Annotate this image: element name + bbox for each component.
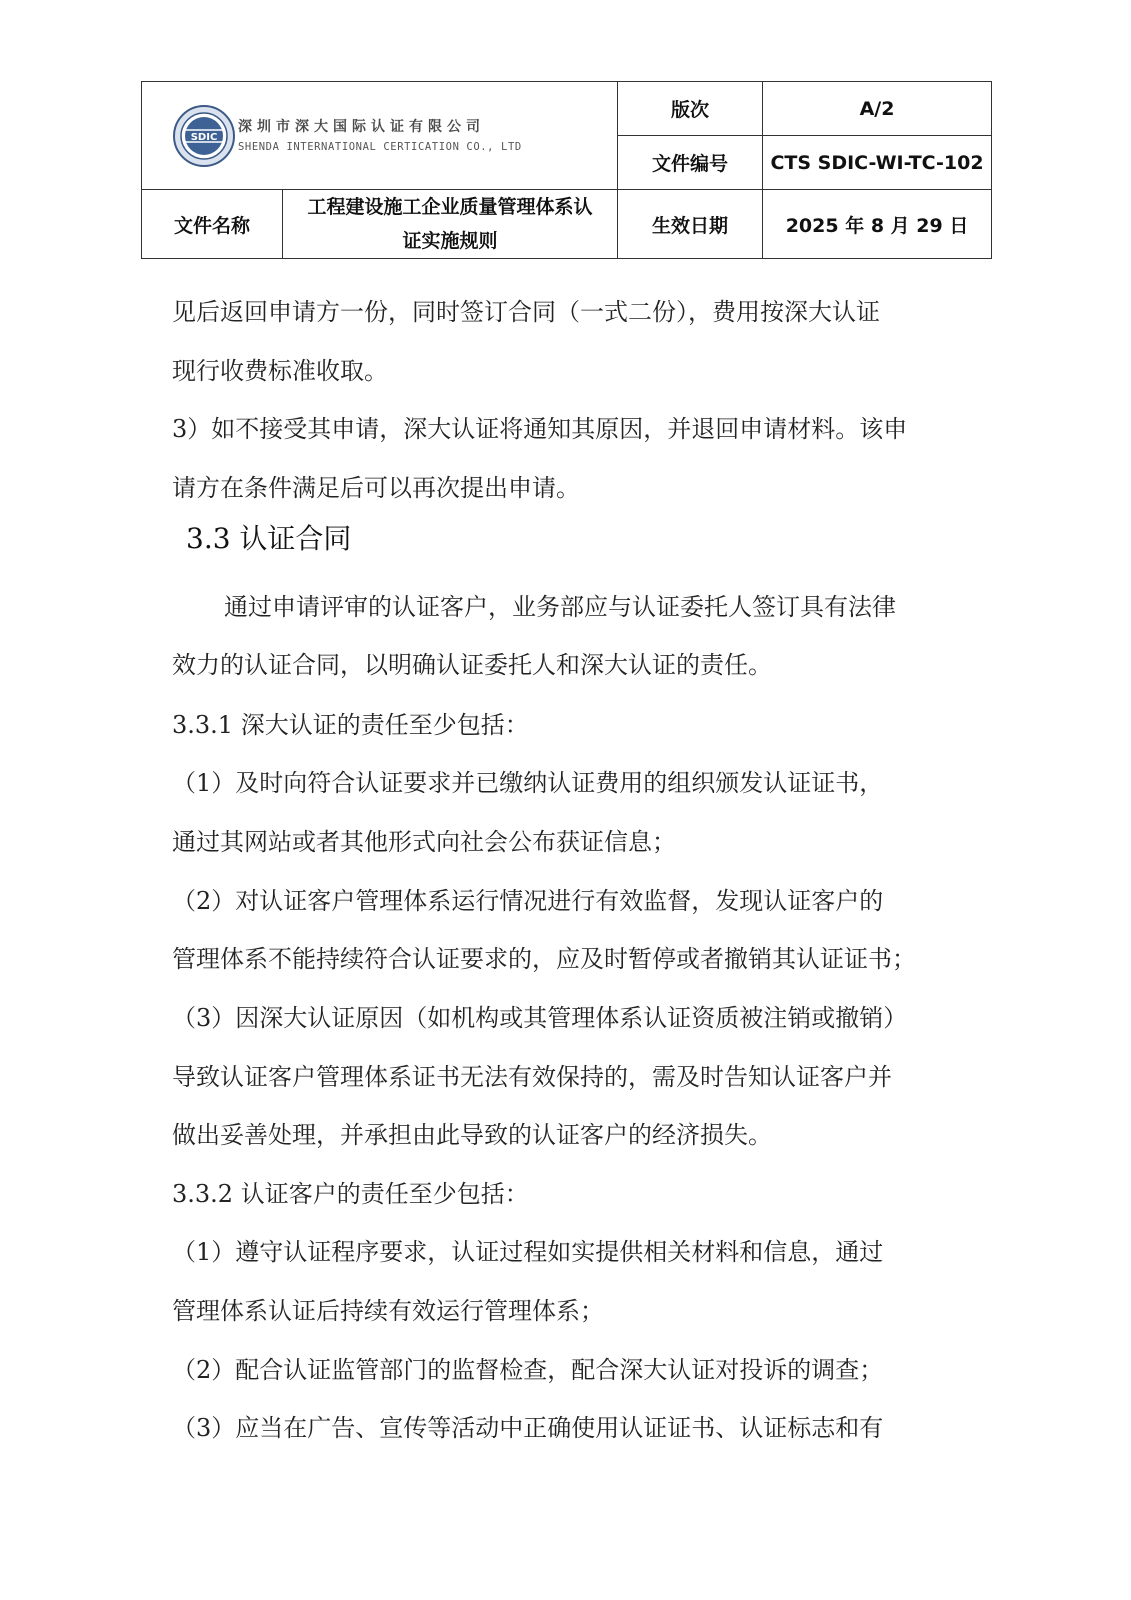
doc-number-value: CTS SDIC-WI-TC-102	[763, 136, 992, 190]
paragraph-line: 做出妥善处理，并承担由此导致的认证客户的经济损失。	[172, 1121, 772, 1149]
list-item: （3）因深大认证原因（如机构或其管理体系认证资质被注销或撤销）	[172, 1004, 908, 1032]
list-item: （3）应当在广告、宣传等活动中正确使用认证证书、认证标志和有	[172, 1414, 884, 1442]
paragraph-line: 见后返回申请方一份，同时签订合同（一式二份），费用按深大认证	[172, 298, 880, 326]
subsection-heading: 3.3.2 认证客户的责任至少包括：	[172, 1180, 529, 1208]
paragraph-line: 管理体系认证后持续有效运行管理体系；	[172, 1297, 604, 1325]
company-name-cn: 深圳市深大国际认证有限公司	[238, 118, 485, 135]
doc-name-line-1: 工程建设施工企业质量管理体系认	[307, 196, 593, 218]
doc-name-label: 文件名称	[142, 190, 283, 259]
paragraph-line: 请方在条件满足后可以再次提出申请。	[172, 474, 580, 502]
effective-date-value: 2025 年 8 月 29 日	[763, 190, 992, 259]
paragraph-line: 现行收费标准收取。	[172, 357, 388, 385]
paragraph-line: 通过其网站或者其他形式向社会公布获证信息；	[172, 828, 676, 856]
company-logo-cell	[142, 82, 618, 190]
paragraph-line: 效力的认证合同，以明确认证委托人和深大认证的责任。	[172, 651, 772, 679]
company-name-en: SHENDA INTERNATIONAL CERTICATION CO., LTD	[238, 140, 522, 153]
paragraph-line: 导致认证客户管理体系证书无法有效保持的，需及时告知认证客户并	[172, 1063, 892, 1091]
doc-number-label: 文件编号	[618, 136, 763, 190]
company-logo	[142, 104, 617, 168]
doc-name-value	[283, 190, 618, 259]
paragraph-line: 3）如不接受其申请，深大认证将通知其原因，并退回申请材料。该申	[172, 415, 908, 443]
section-title: 3.3 认证合同	[186, 522, 352, 555]
effective-date-label: 生效日期	[618, 190, 763, 259]
emblem-text: SDIC	[190, 131, 218, 143]
doc-name-line-2: 证实施规则	[402, 230, 498, 252]
paragraph-line: 管理体系不能持续符合认证要求的，应及时暂停或者撤销其认证证书；	[172, 945, 916, 973]
version-label: 版次	[618, 82, 763, 136]
list-item: （2）配合认证监管部门的监督检查，配合深大认证对投诉的调查；	[172, 1356, 884, 1384]
list-item: （1）及时向符合认证要求并已缴纳认证费用的组织颁发认证证书，	[172, 769, 884, 797]
list-item: （1）遵守认证程序要求，认证过程如实提供相关材料和信息，通过	[172, 1238, 884, 1266]
sdic-emblem-icon	[172, 104, 236, 168]
document-header-table	[141, 81, 992, 259]
version-value: A/2	[763, 82, 992, 136]
subsection-heading: 3.3.1 深大认证的责任至少包括：	[172, 711, 529, 739]
list-item: （2）对认证客户管理体系运行情况进行有效监督，发现认证客户的	[172, 887, 884, 915]
paragraph-line: 通过申请评审的认证客户，业务部应与认证委托人签订具有法律	[224, 593, 896, 621]
